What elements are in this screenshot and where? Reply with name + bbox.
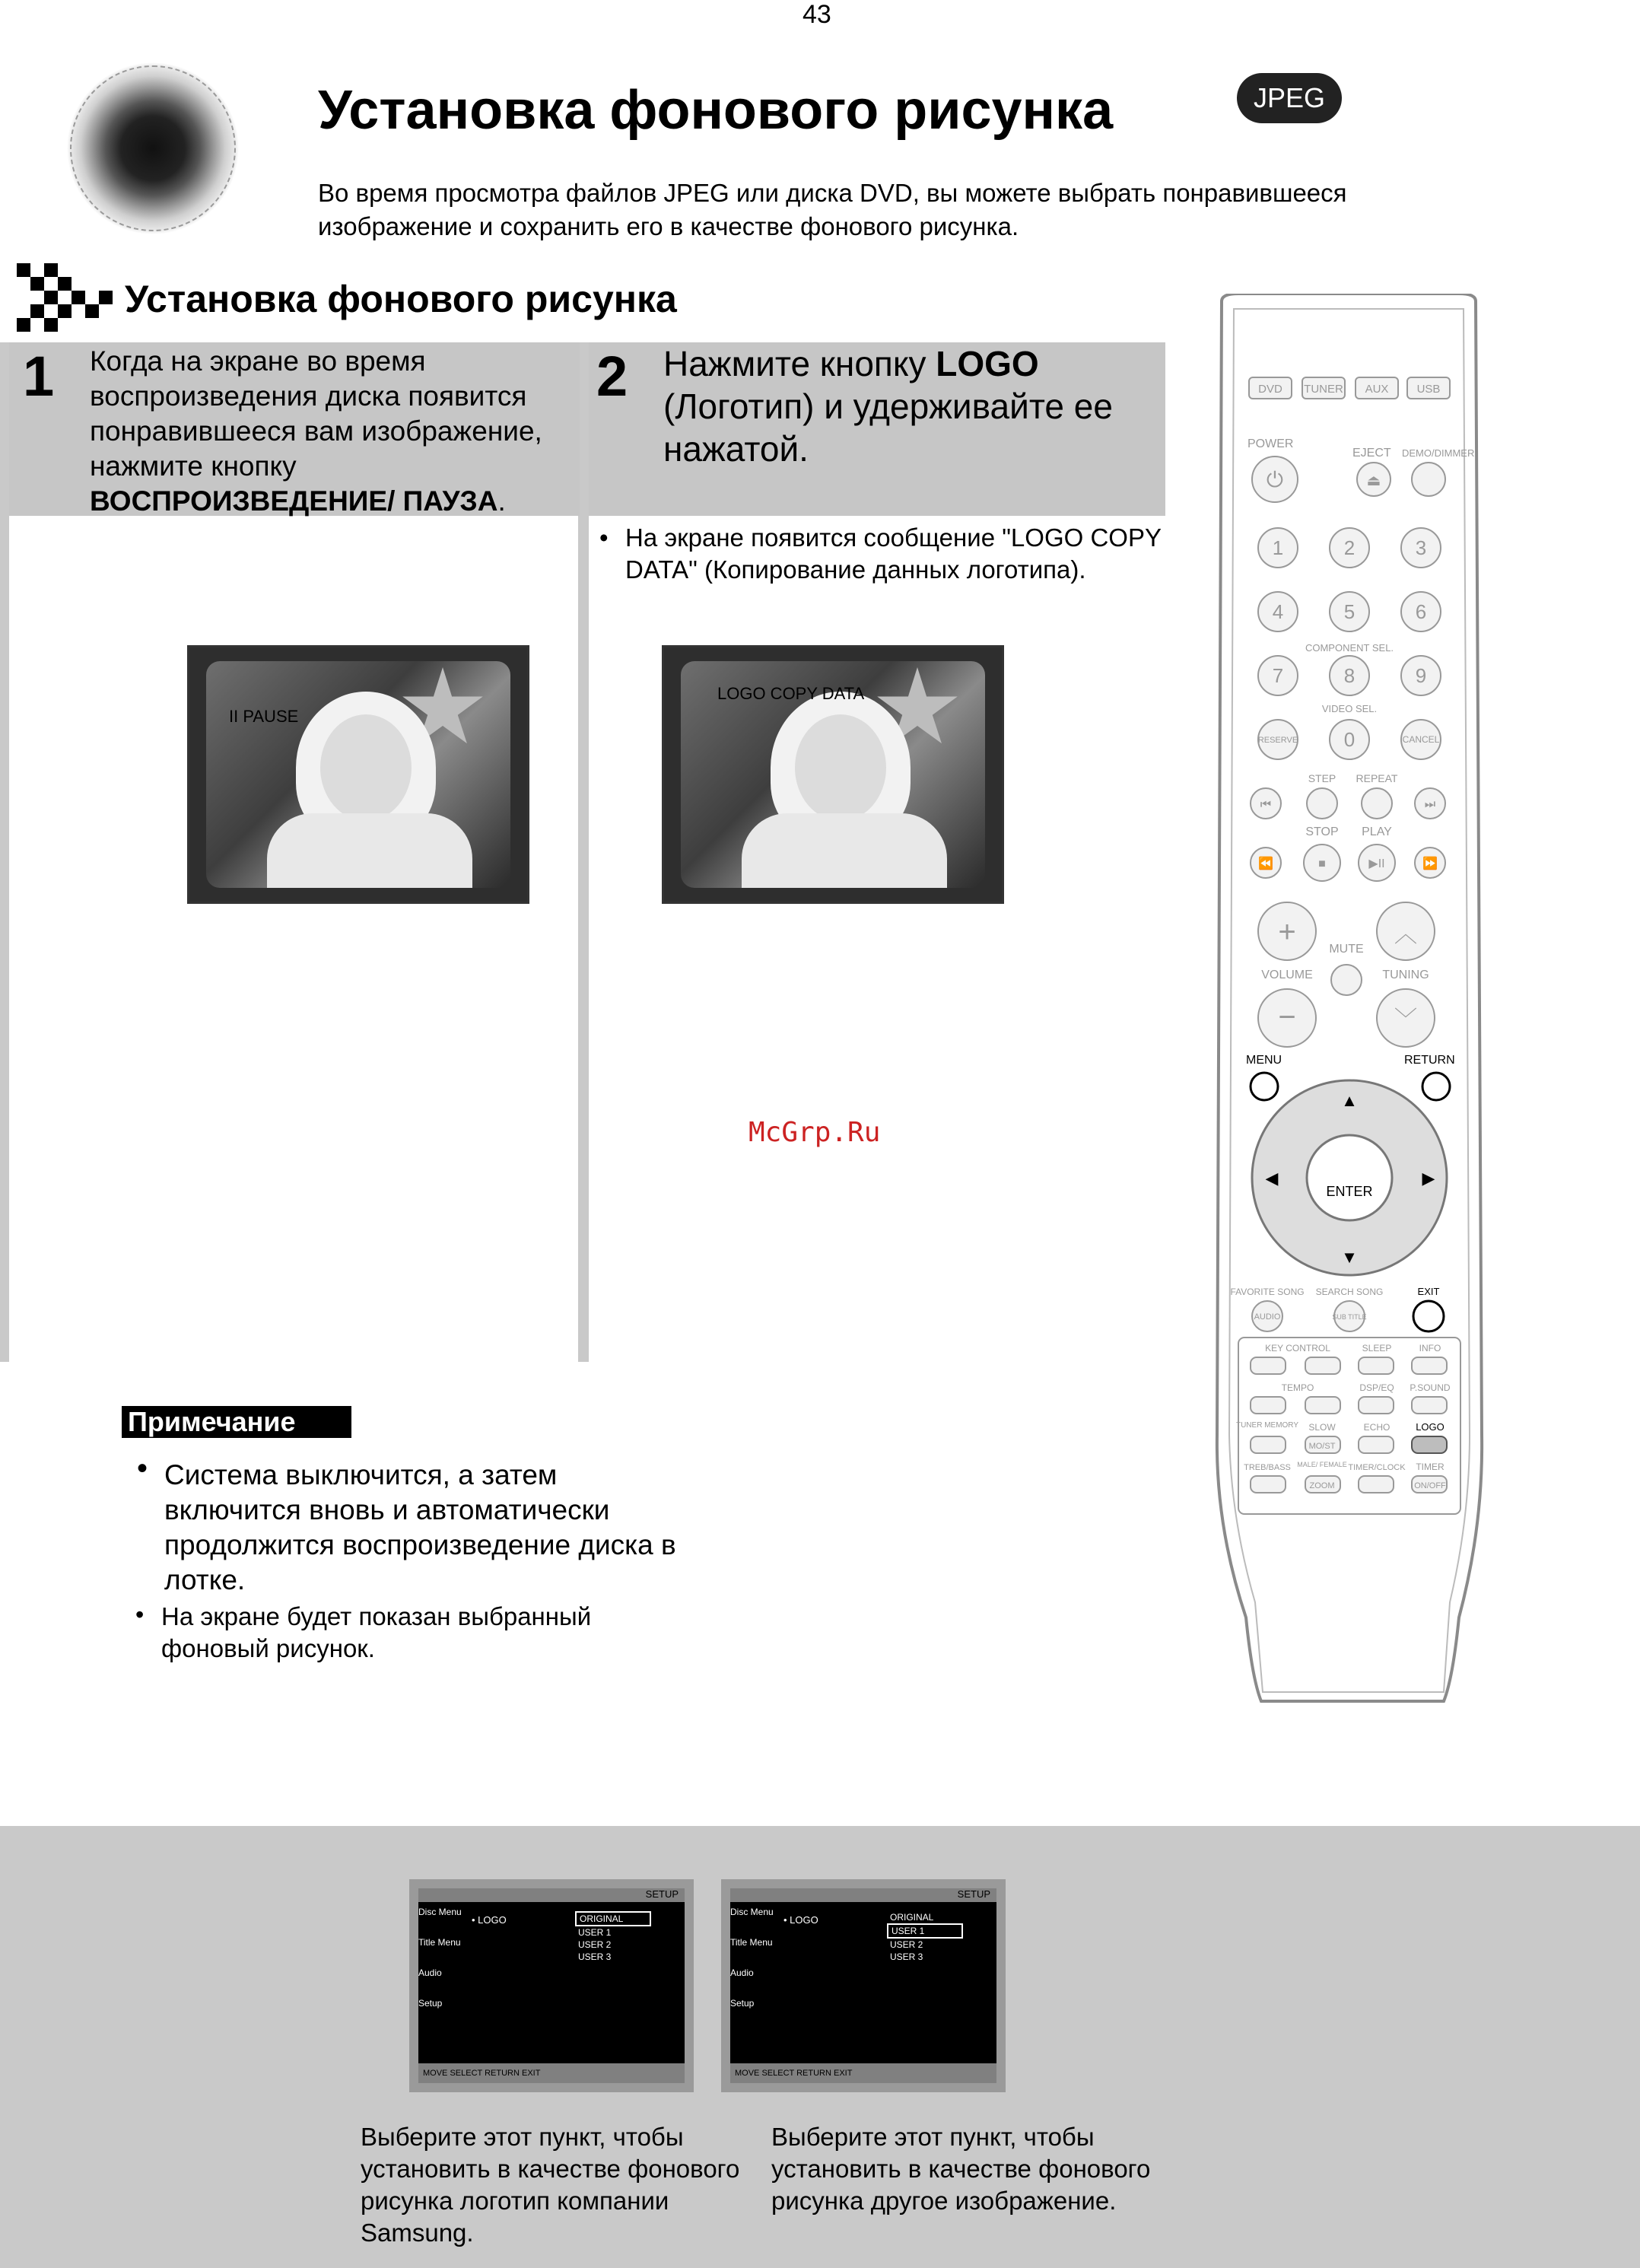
digit-0: 0: [1343, 728, 1356, 751]
dvd-label: DVD: [1258, 383, 1282, 396]
stop-label: STOP: [1305, 825, 1339, 838]
pause-osd: II PAUSE: [229, 707, 299, 726]
tuner-memory-label: TUNER MEMORY: [1235, 1421, 1299, 1430]
section-title: Установка фонового рисунка: [125, 278, 677, 320]
up-arrow-icon: ▲: [1341, 1091, 1358, 1110]
subtitle-label: SUB TITLE: [1332, 1313, 1367, 1321]
note-bullet-icon: •: [137, 1452, 148, 1485]
step2-instruction-b: (Логотип) и удерживайте ее нажатой.: [663, 386, 1113, 469]
rewind-icon: ⏪: [1258, 857, 1273, 870]
sleep-label: SLEEP: [1362, 1343, 1392, 1353]
power-icon: ⏻: [1266, 468, 1284, 491]
aux-label: AUX: [1365, 383, 1389, 396]
exit-label: EXIT: [1417, 1286, 1440, 1297]
next-icon: ⏭: [1424, 798, 1436, 811]
p-sound-label: P.SOUND: [1410, 1382, 1451, 1393]
logo-key-label: LOGO: [1416, 1421, 1445, 1433]
info-label: INFO: [1419, 1343, 1441, 1353]
step2-bullet: [599, 522, 1162, 586]
enter-button[interactable]: [1307, 1135, 1392, 1220]
prev-icon: ⏮: [1260, 798, 1272, 811]
step1-number: 1: [23, 345, 55, 408]
note-bullet-icon: •: [135, 1601, 145, 1628]
volume-label: VOLUME: [1261, 969, 1313, 981]
menu-side-item: Disc Menu: [418, 1907, 462, 1917]
step2-sidebar: [578, 342, 589, 1362]
demo-label: DEMO/DIMMER: [1402, 447, 1475, 459]
digit-3: 3: [1415, 536, 1427, 559]
favorite-song-label: FAVORITE SONG: [1230, 1287, 1305, 1297]
eject-label: EJECT: [1352, 447, 1391, 460]
timer-clock-label: TIMER/CLOCK: [1348, 1463, 1406, 1472]
demo-dimmer-button[interactable]: [1412, 463, 1445, 496]
stop-icon: ■: [1318, 857, 1326, 870]
down-arrow-icon: ▼: [1341, 1248, 1358, 1267]
step2-bullet-text: На экране появится сообщение "LOGO COPY DATA" (Копирование данных логотипа).: [625, 523, 1162, 584]
digit-1: 1: [1272, 536, 1284, 559]
forward-icon: ⏩: [1422, 857, 1438, 870]
menu-logo-item: • LOGO: [472, 1914, 507, 1926]
intro-text: Во время просмотра файлов JPEG или диска DVD, вы можете выбрать понравившееся изображение и сохранить его в качестве фонового рисунка.: [318, 179, 1347, 240]
left-arrow-icon: ◀: [1265, 1169, 1279, 1188]
usb-label: USB: [1416, 383, 1441, 396]
right-arrow-icon: ▶: [1422, 1169, 1435, 1188]
setup-menu-screen-original: [409, 1879, 694, 2092]
menu-bottom-bar: MOVE SELECT RETURN EXIT: [730, 2063, 996, 2083]
chevron-up-icon: ︿: [1394, 922, 1417, 947]
step2-number: 2: [596, 345, 628, 408]
audio-label: AUDIO: [1254, 1312, 1281, 1322]
mute-label: MUTE: [1329, 943, 1364, 956]
step1-period: .: [497, 485, 506, 517]
timer-label: TIMER: [1416, 1462, 1445, 1472]
remote-control: [1208, 294, 1489, 1703]
play-pause-icon: ▶II: [1368, 857, 1385, 870]
caption-user: Выберите этот пункт, чтобы установить в качестве фонового рисунка другое изображение.: [771, 2123, 1151, 2215]
step1-instruction: Когда на экране во время воспроизведения диска появится понравившееся вам изображение, нажмите кнопку: [90, 345, 542, 482]
menu-bottom-bar: MOVE SELECT RETURN EXIT: [418, 2063, 685, 2083]
menu-logo-item: • LOGO: [783, 1914, 818, 1926]
mute-button[interactable]: [1331, 965, 1362, 995]
pause-screen-photo: [187, 645, 529, 904]
page-title: Установка фонового рисунка: [318, 80, 1114, 141]
power-label: POWER: [1247, 437, 1294, 450]
jpeg-badge: JPEG: [1237, 73, 1342, 123]
menu-side-item: Disc Menu: [730, 1907, 774, 1917]
digit-2: 2: [1343, 536, 1356, 559]
minus-icon: −: [1278, 1000, 1296, 1034]
logo-button[interactable]: [1412, 1436, 1447, 1453]
menu-option-user1: USER 1: [578, 1927, 612, 1938]
digit-4: 4: [1272, 600, 1284, 623]
slow-label: SLOW: [1308, 1422, 1336, 1433]
zoom-label: ZOOM: [1309, 1481, 1335, 1490]
logo-copy-osd: LOGO COPY DATA: [717, 684, 865, 703]
plus-icon: +: [1278, 915, 1296, 949]
repeat-label: REPEAT: [1356, 772, 1398, 784]
digit-8: 8: [1343, 664, 1356, 687]
speaker-graphic: [67, 62, 239, 234]
watermark: McGrp.Ru: [748, 1117, 881, 1148]
note-label: Примечание: [122, 1406, 351, 1438]
dsp-eq-label: DSP/EQ: [1359, 1382, 1394, 1393]
chevron-down-icon: ﹀: [1394, 1007, 1417, 1032]
step2-text: [663, 342, 1158, 470]
menu-setup-label: SETUP: [957, 1888, 990, 1900]
search-song-label: SEARCH SONG: [1315, 1287, 1384, 1297]
echo-label: ECHO: [1363, 1422, 1391, 1433]
step1-text: [90, 344, 577, 519]
treb-bass-label: TREB/BASS: [1244, 1463, 1291, 1472]
reserve-label: RESERVE: [1257, 736, 1298, 745]
menu-side-item: Setup: [730, 1998, 755, 2009]
digit-9: 9: [1415, 664, 1427, 687]
key-control-label: KEY CONTROL: [1265, 1343, 1330, 1353]
mo-st-label: MO/ST: [1308, 1442, 1336, 1451]
menu-label: MENU: [1246, 1054, 1282, 1067]
digit-5: 5: [1343, 600, 1356, 623]
tuning-label: TUNING: [1382, 969, 1429, 981]
caption-original: Выберите этот пункт, чтобы установить в качестве фонового рисунка логотип компании Samsung.: [361, 2123, 740, 2247]
menu-setup-label: SETUP: [645, 1888, 679, 1900]
menu-option-user3: USER 3: [578, 1951, 612, 1962]
play-pause-label: ВОСПРОИЗВЕДЕНИЕ/ ПАУЗА: [90, 485, 498, 517]
menu-option-original: ORIGINAL: [575, 1911, 651, 1926]
component-sel-label: COMPONENT SEL.: [1305, 642, 1394, 654]
menu-side-item: Audio: [730, 1967, 754, 1978]
step1-sidebar: [0, 342, 9, 1362]
note-item-1: Система выключится, а затем включится вновь и автоматически продолжится воспроизведение диска в лотке.: [164, 1459, 676, 1595]
menu-option-user2: USER 2: [578, 1939, 612, 1950]
step-label: STEP: [1308, 772, 1336, 784]
menu-option-user3: USER 3: [890, 1951, 923, 1962]
checker-arrows-icon: [17, 263, 113, 336]
menu-side-item: Audio: [418, 1967, 442, 1978]
menu-option-original: ORIGINAL: [890, 1912, 934, 1923]
setup-menu-screen-user1: [721, 1879, 1006, 2092]
play-label: PLAY: [1362, 825, 1392, 838]
note-item-2: На экране будет показан выбранный фоновый рисунок.: [161, 1602, 592, 1662]
male-female-label: MALE/ FEMALE: [1297, 1461, 1347, 1468]
video-sel-label: VIDEO SEL.: [1321, 703, 1378, 714]
tuner-label: TUNER: [1304, 383, 1343, 396]
step2-instruction-a: Нажмите кнопку: [663, 344, 936, 383]
eject-icon: ⏏: [1366, 472, 1381, 489]
menu-side-item: Setup: [418, 1998, 443, 2009]
menu-side-item: Title Menu: [418, 1937, 461, 1948]
tempo-label: TEMPO: [1281, 1382, 1314, 1393]
exit-button[interactable]: [1413, 1301, 1444, 1331]
page-number: 43: [803, 0, 831, 29]
digit-7: 7: [1272, 664, 1284, 687]
bullet-icon: •: [599, 523, 609, 552]
menu-option-user2: USER 2: [890, 1939, 923, 1950]
return-label: RETURN: [1404, 1054, 1455, 1067]
enter-label: ENTER: [1326, 1184, 1373, 1199]
menu-side-item: Title Menu: [730, 1937, 773, 1948]
logo-copy-screen-photo: [662, 645, 1004, 904]
return-button[interactable]: [1422, 1073, 1450, 1100]
menu-button[interactable]: [1251, 1073, 1278, 1100]
on-off-label: ON/OFF: [1414, 1481, 1446, 1490]
cancel-label: CANCEL: [1402, 734, 1440, 745]
menu-option-user1: USER 1: [887, 1923, 963, 1939]
digit-6: 6: [1415, 600, 1427, 623]
logo-label: LOGO: [936, 344, 1039, 383]
